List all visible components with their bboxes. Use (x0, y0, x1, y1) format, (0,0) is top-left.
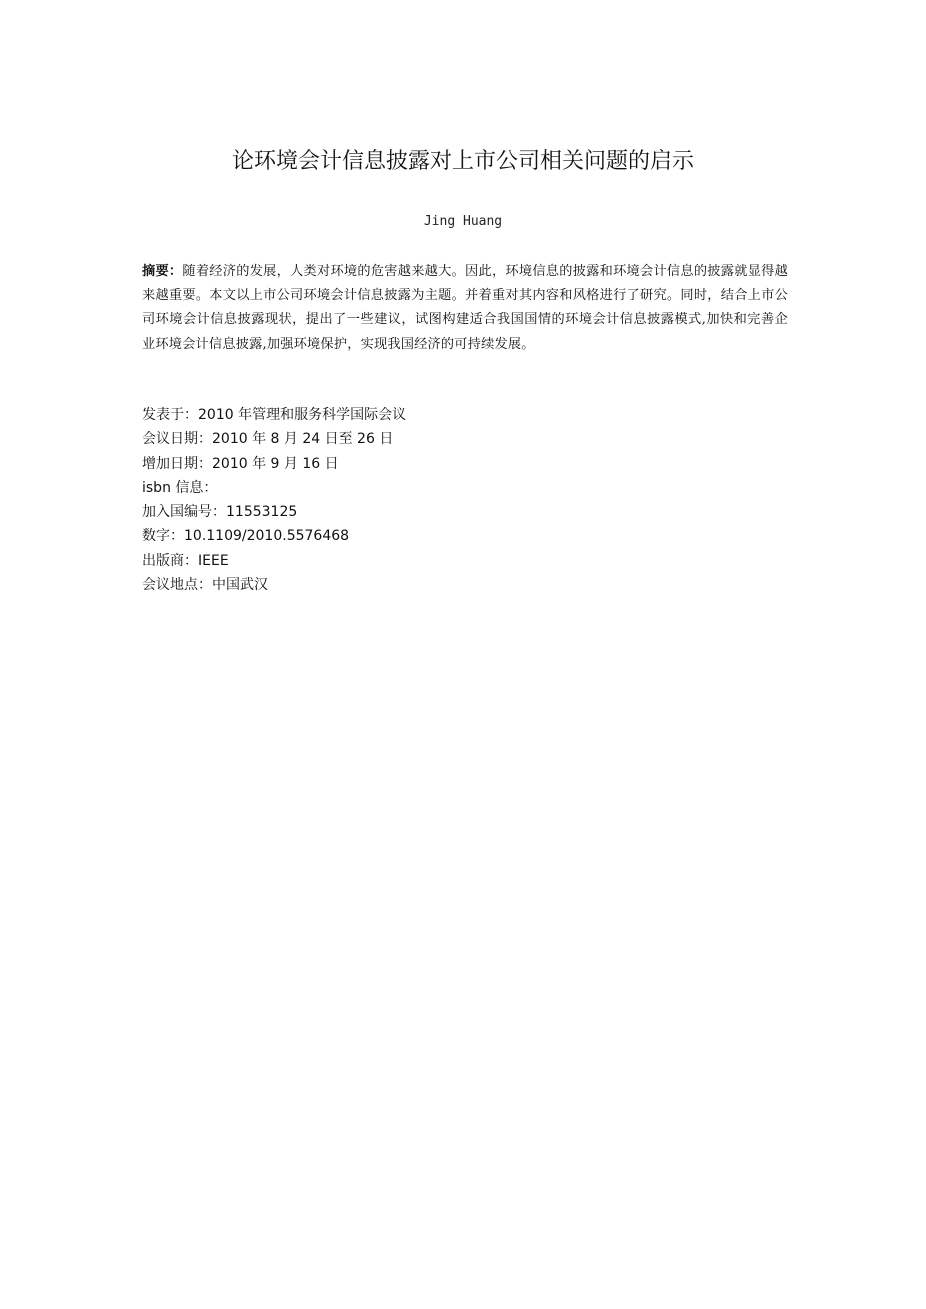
accession-number: 加入国编号：11553125 (142, 504, 298, 521)
added-date: 增加日期：2010 年 9 月 16 日 (142, 455, 339, 472)
isbn-info: isbn 信息： (142, 479, 218, 496)
published-in: 发表于：2010 年管理和服务科学国际会议 (142, 407, 407, 423)
conference-location: 会议地点：中国武汉 (142, 577, 268, 594)
conference-dates: 会议日期：2010 年 8 月 24 日至 26 日 (142, 431, 394, 448)
author-name: Jing Huang (423, 214, 503, 229)
abstract-text: 随着经济的发展，人类对环境的危害越来越大。因此，环境信息的披露和环境会计信息的披露就显得越来越重要。本文以上市公司环境会计信息披露为主题。并着重对其内容和风格进行了研究。同时，结合上市公司环境会计信息披露现状，提出了一些建议，试图构建适合我国国情的环境会计信息披露模式,加快和完善企业环境会计信息披露,加强环境保护，实现我国经济的可持续发展。 (142, 264, 788, 352)
metadata-block (142, 403, 788, 597)
doi: 数字：10.1109/2010.5576468 (142, 528, 350, 545)
abstract-label: 摘要： (142, 264, 183, 279)
abstract-paragraph (142, 260, 788, 357)
publisher: 出版商：IEEE (142, 552, 229, 569)
paper-title: 论环境会计信息披露对上市公司相关问题的启示 (231, 149, 694, 174)
